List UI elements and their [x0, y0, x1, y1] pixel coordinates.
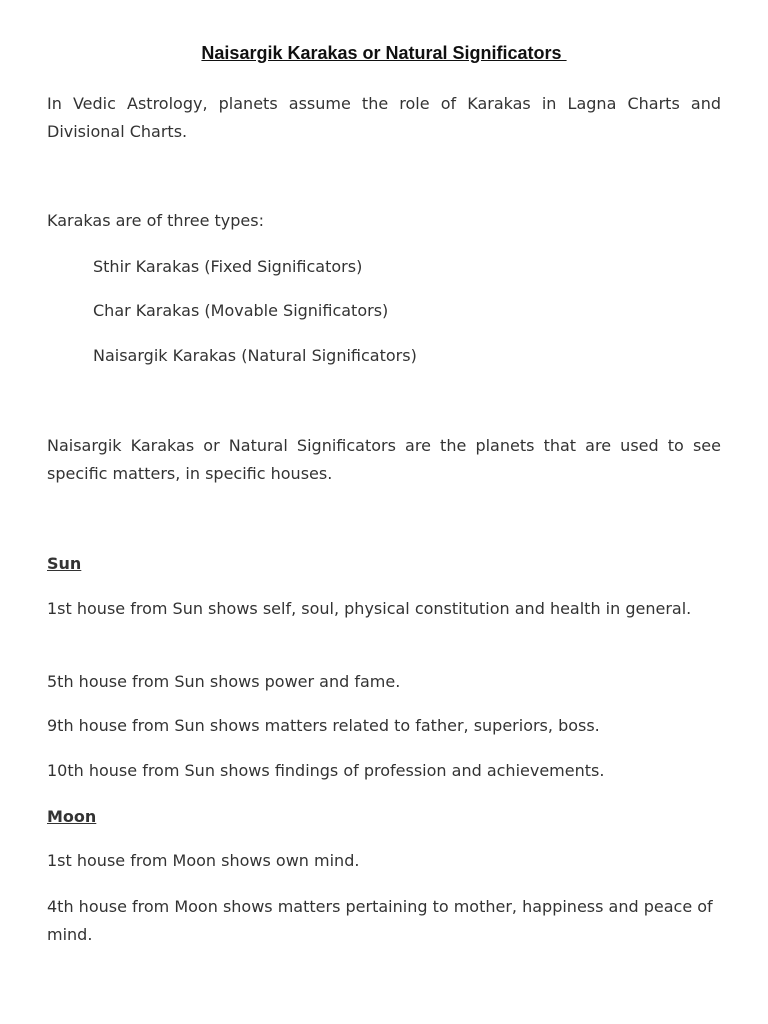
moon-heading: Moon [47, 807, 97, 826]
type-item-naisargik: Naisargik Karakas (Natural Significators) [93, 346, 417, 365]
sun-line-5: 5th house from Sun shows power and fame. [47, 672, 401, 691]
sun-line-1: 1st house from Sun shows self, soul, physical constitution and health in general. [47, 599, 692, 618]
type-item-sthir: Sthir Karakas (Fixed Significators) [93, 257, 363, 276]
document-title: Naisargik Karakas or Natural Significators [201, 43, 567, 63]
types-intro: Karakas are of three types: [47, 211, 264, 230]
sun-line-10: 10th house from Sun shows findings of profession and achievements. [47, 761, 605, 780]
moon-line-1: 1st house from Moon shows own mind. [47, 851, 360, 870]
type-item-char: Char Karakas (Movable Significators) [93, 301, 389, 320]
sun-heading: Sun [47, 554, 82, 573]
intro-paragraph: In Vedic Astrology, planets assume the role of Karakas in Lagna Charts and Divisional Charts. [47, 94, 721, 141]
sun-line-9: 9th house from Sun shows matters related to father, superiors, boss. [47, 716, 600, 735]
moon-line-4: 4th house from Moon shows matters pertaining to mother, happiness and peace of mind. [47, 897, 713, 944]
definition-paragraph: Naisargik Karakas or Natural Significators are the planets that are used to see specific matters, in specific houses. [47, 436, 721, 483]
